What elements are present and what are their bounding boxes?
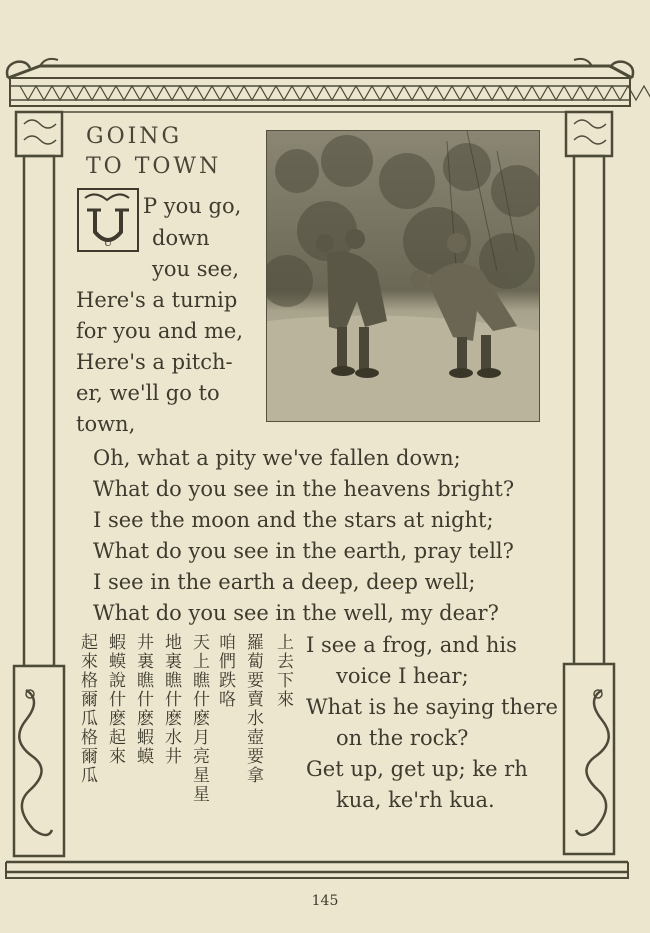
poem-line: Here's a turnip: [76, 288, 238, 312]
chinese-text-column: 蝦蟆說什麽起來: [105, 633, 125, 766]
poem-line: I see a frog, and his: [306, 633, 517, 657]
poem-line-first: P you go,: [143, 194, 242, 218]
ornamental-dropcap: [77, 188, 139, 252]
poem-line: I see the moon and the stars at night;: [93, 508, 494, 532]
chinese-text-column: 地裏瞧什麽水井: [161, 633, 181, 766]
poem-line: Here's a pitch-: [76, 350, 233, 374]
photograph-two-children: [266, 130, 540, 422]
poem-line: I see in the earth a deep, deep well;: [93, 570, 476, 594]
poem-line: you see,: [152, 257, 240, 281]
poem-line: down: [152, 226, 210, 250]
chinese-text-column: 上去下來: [273, 633, 293, 709]
poem-line: What do you see in the well, my dear?: [93, 601, 499, 625]
poem-line: town,: [76, 412, 136, 436]
poem-line: er, we'll go to: [76, 381, 220, 405]
page-number: 145: [311, 893, 339, 909]
dropcap-letter: U: [103, 238, 113, 249]
poem-title: [86, 122, 221, 182]
title-line-2: TO TOWN: [86, 154, 222, 179]
poem-line: on the rock?: [336, 726, 469, 750]
poem-line: Get up, get up; ke rh: [306, 757, 528, 781]
title-line-1: GOING: [86, 124, 183, 149]
chinese-text-column: 咱們跌咯: [215, 633, 235, 709]
chinese-text-column: 羅蔔要賣水壺要拿: [243, 633, 263, 785]
chinese-text-column: 起來格爾瓜格爾瓜: [77, 633, 97, 785]
photograph-two-children-icon: [267, 131, 539, 421]
poem-line: What is he saying there: [306, 695, 558, 719]
poem-line: for you and me,: [76, 319, 244, 343]
poem-line: kua, ke'rh kua.: [336, 788, 495, 812]
poem-line: Oh, what a pity we've fallen down;: [93, 446, 461, 470]
poem-line: voice I hear;: [336, 664, 469, 688]
chinese-text-column: 井裏瞧什麽蝦蟆: [133, 633, 153, 766]
chinese-text-column: 天上瞧什麽月亮星星: [189, 633, 209, 804]
poem-line: What do you see in the earth, pray tell?: [93, 539, 514, 563]
poem-line: What do you see in the heavens bright?: [93, 477, 515, 501]
